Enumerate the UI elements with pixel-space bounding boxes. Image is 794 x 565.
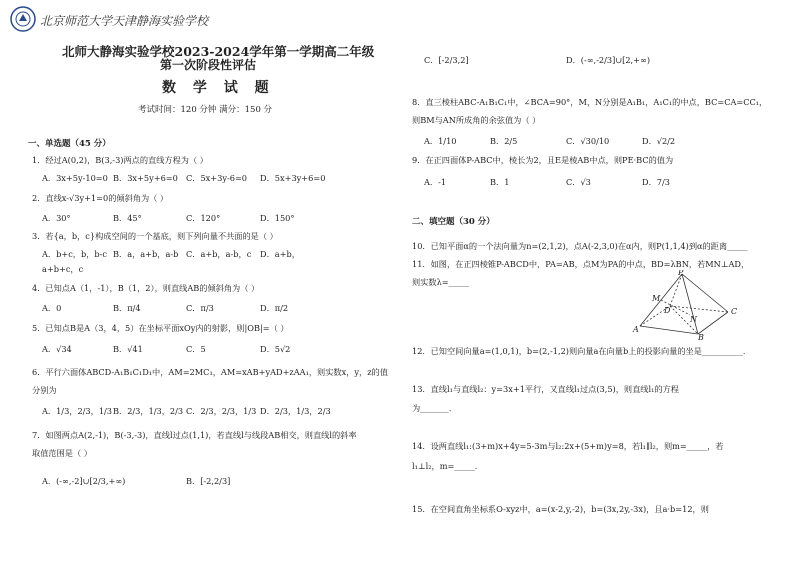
question-7: 7．如图两点A(2,-1)，B(-3,-3)，直线l过点(1,1)，若直线l与线段AB相交，则直线l的斜率 — [32, 430, 357, 440]
q5-option-a: A．√34 — [42, 344, 72, 354]
pyramid-diagram — [632, 270, 742, 340]
q2-option-d: D．150° — [260, 213, 295, 223]
q6-option-a: A．1/3，2/3，1/3 — [42, 406, 113, 416]
question-13-tail: 为_______． — [412, 403, 458, 413]
q3-option-d: D．a+b， — [260, 249, 300, 259]
q1-option-b: B．3x+5y+6=0 — [113, 173, 178, 183]
label-n: N — [690, 315, 697, 324]
question-6: 6．平行六面体ABCD-A₁B₁C₁D₁中，AM=2MC₁，AM=xAB+yAD+zAA₁，则实数x，y，z的值 — [32, 367, 388, 377]
q1-option-d: D．5x+3y+6=0 — [260, 173, 326, 183]
exam-title-line2: 第一次阶段性评估 — [160, 58, 257, 72]
question-1: 1．经过A(0,2)，B(3,-3)两点的直线方程为（ ） — [32, 155, 208, 165]
question-12: 12．已知空间向量a=(1,0,1)，b=(2,-1,2)则向量a在向量b上的投影向量的坐是__________． — [412, 346, 752, 356]
question-7-tail: 取值范围是（ ） — [32, 448, 92, 458]
question-3: 3．若{a，b，c}构成空间的一个基底，则下列向量不共面的是（ ） — [32, 231, 278, 241]
question-10: 10．已知平面α的一个法向量为n=(2,1,2)，点A(-2,3,0)在α内，则P(1,1,4)到α的距离_____ — [412, 241, 748, 251]
question-9: 9．在正四面体P-ABC中，棱长为2，且E是棱AB中点，则PE·BC的值为 — [412, 155, 674, 165]
question-13: 13．直线l₁与直线l₂：y=3x+1平行，又直线l₁过点(3,5)，则直线l₁的方程 — [412, 384, 679, 394]
q9-option-d: D．7/3 — [642, 177, 670, 187]
question-8: 8．直三棱柱ABC-A₁B₁C₁中，∠BCA=90°，M，N分别是A₁B₁，A₁C₁的中点，BC=CA=CC₁， — [412, 97, 768, 107]
q8-option-d: D．√2/2 — [642, 136, 676, 146]
q7-option-c: C．[-2/3,2] — [424, 55, 469, 65]
q2-option-c: C．120° — [186, 213, 221, 223]
question-6-tail: 分别为 — [32, 385, 57, 395]
q9-option-c: C．√3 — [566, 177, 591, 187]
q3-option-d-cont: a+b+c，c — [42, 264, 84, 274]
q3-option-b: B．a，a+b，a-b — [113, 249, 179, 259]
question-14: 14．设两直线l₁:(3+m)x+4y=5-3m与l₂:2x+(5+m)y=8，若l₁∥l₂，则m=_____，若 — [412, 441, 724, 451]
q4-option-a: A．0 — [42, 303, 62, 313]
q8-option-a: A．1/10 — [424, 136, 457, 146]
q6-option-b: B．2/3，1/3，2/3 — [113, 406, 184, 416]
q5-option-c: C．5 — [186, 344, 206, 354]
section1-heading: 一、单选题（45 分） — [28, 139, 111, 149]
question-11: 11．如图，在正四棱锥P-ABCD中，PA=AB，点M为PA的中点，BD=λBN，若MN⊥AD， — [412, 259, 750, 269]
section2-heading: 二、填空题（30 分） — [412, 217, 495, 227]
q6-option-c: C．2/3，2/3，1/3 — [186, 406, 257, 416]
subject-title: 数 学 试 题 — [162, 80, 275, 96]
q8-option-b: B．2/5 — [490, 136, 518, 146]
label-d: D — [664, 306, 671, 315]
q5-option-b: B．√41 — [113, 344, 143, 354]
question-2: 2．直线x-√3y+1=0的倾斜角为（ ） — [32, 193, 169, 203]
q9-option-b: B．1 — [490, 177, 510, 187]
question-15: 15．在空间直角坐标系O-xyz中，a=(x-2,y,-2)，b=(3x,2y,-3x)，且a·b=12，则 — [412, 504, 709, 514]
q2-option-a: A．30° — [42, 213, 71, 223]
question-4: 4．已知点A（1，-1），B（1，2），则直线AB的倾斜角为（ ） — [32, 283, 260, 293]
q2-option-b: B．45° — [113, 213, 142, 223]
question-8-tail: 则BM与AN所成角的余弦值为（ ） — [412, 115, 541, 125]
question-5: 5．已知点B是A（3，4，5）在坐标平面xOy内的射影，则|OB|=（ ） — [32, 323, 289, 333]
label-a: A — [633, 325, 639, 334]
q3-option-a: A．b+c，b，b-c — [42, 249, 107, 259]
label-p: P — [678, 270, 684, 277]
q8-option-c: C．√30/10 — [566, 136, 610, 146]
q5-option-d: D．5√2 — [260, 344, 291, 354]
school-emblem-icon — [10, 6, 36, 32]
exam-title-line1: 北师大静海实验学校2023-2024学年第一学期高二年级 — [62, 44, 375, 59]
question-11-tail: 则实数λ=_____ — [412, 277, 470, 287]
school-brand: 北京师范大学天津静海实验学校 — [40, 14, 209, 28]
q4-option-b: B．π/4 — [113, 303, 141, 313]
q9-option-a: A．-1 — [424, 177, 447, 187]
q4-option-c: C．π/3 — [186, 303, 214, 313]
q7-option-b: B．[-2,2/3] — [186, 476, 231, 486]
q4-option-d: D．π/2 — [260, 303, 289, 313]
q6-option-d: D．2/3，1/3，2/3 — [260, 406, 331, 416]
q1-option-c: C．5x+3y-6=0 — [186, 173, 248, 183]
q7-option-a: A．(-∞,-2]∪[2/3,+∞) — [42, 476, 126, 486]
label-c: C — [731, 307, 738, 316]
q7-option-d: D．(-∞,-2/3]∪[2,+∞) — [566, 55, 651, 65]
question-14-tail: l₁⊥l₂，m=_____. — [412, 461, 478, 471]
q3-option-c: C．a+b，a-b，c — [186, 249, 252, 259]
q1-option-a: A．3x+5y-10=0 — [42, 173, 108, 183]
label-m: M — [652, 294, 661, 303]
label-b: B — [698, 333, 704, 340]
exam-info: 考试时间：120 分钟 满分：150 分 — [138, 105, 273, 115]
